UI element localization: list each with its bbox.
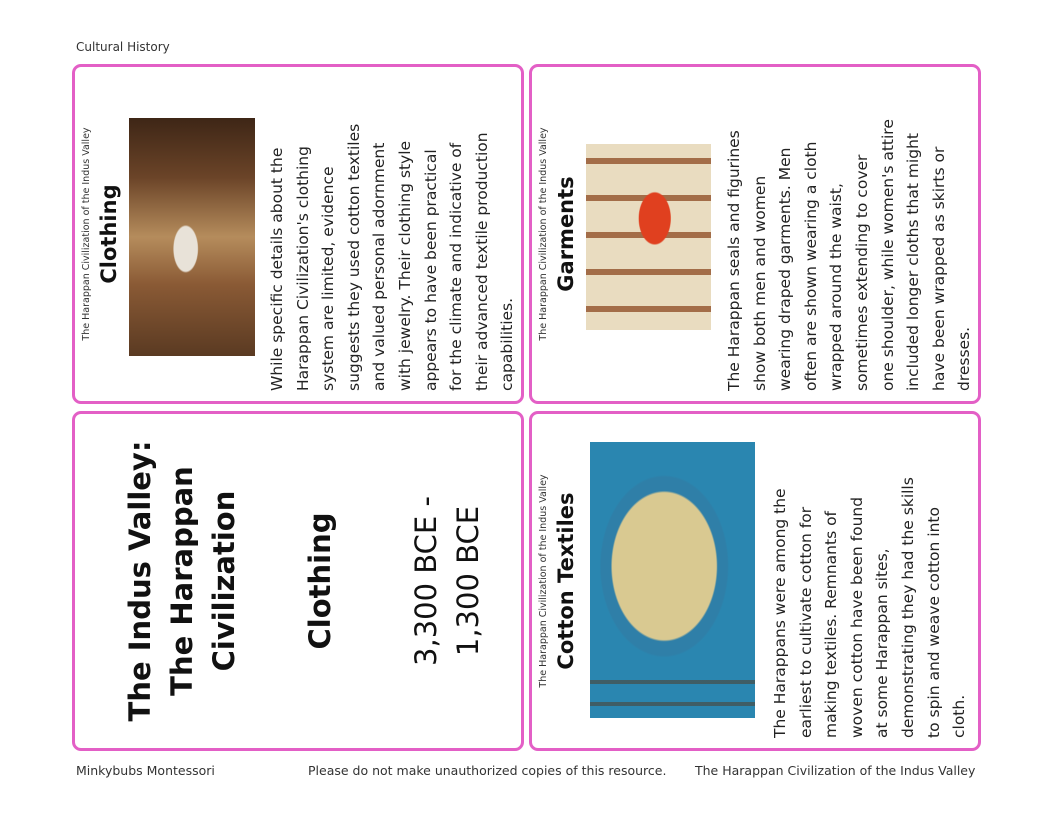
body-line: cloth. [950, 694, 969, 738]
subtitle: Clothing [303, 512, 337, 650]
body-line: dresses. [955, 326, 974, 391]
card-body [722, 119, 978, 391]
body-line: have been wrapped as skirts or [929, 146, 948, 391]
card-body [768, 477, 973, 738]
date-line: 3,300 BCE - [409, 496, 443, 666]
body-line: at some Harappan sites, [873, 548, 892, 738]
footer-copyright: Please do not make unauthorized copies of this resource. [308, 763, 667, 778]
body-line: While specific details about the [268, 147, 286, 391]
cotton-textile-image [590, 442, 755, 718]
body-line: to spin and weave cotton into [924, 507, 943, 738]
body-line: The Harappans were among the [771, 488, 789, 738]
body-line: show both men and women [750, 175, 769, 391]
card-label: The Harappan Civilization of the Indus Valley [538, 127, 549, 341]
body-line: their advanced textile production [472, 132, 491, 391]
body-line: Harappan Civilization's clothing [293, 146, 312, 391]
body-line: system are limited, evidence [319, 166, 338, 391]
title-line: Civilization [207, 490, 241, 672]
body-line: capabilities. [498, 297, 517, 391]
clothing-image [129, 118, 255, 356]
body-line: and valued personal adornment [370, 142, 389, 391]
body-line: appears to have been practical [421, 149, 440, 391]
body-line: wrapped around the waist, [827, 183, 846, 391]
card-label: The Harappan Civilization of the Indus Valley [538, 474, 549, 688]
body-line: for the climate and indicative of [447, 142, 466, 391]
body-line: earliest to cultivate cotton for [796, 506, 815, 738]
card-title: Cotton Textiles [554, 492, 578, 670]
body-line: The Harappan seals and figurines [725, 130, 743, 391]
card-title: Clothing [97, 184, 121, 284]
card-label: The Harappan Civilization of the Indus Valley [81, 127, 92, 341]
body-line: wearing draped garments. Men [776, 147, 795, 391]
footer-author: Minkybubs Montessori [76, 763, 215, 778]
title-line: The Harappan [165, 466, 199, 696]
body-line: making textiles. Remnants of [822, 510, 841, 738]
title-line: The Indus Valley: [123, 440, 157, 722]
card-clothing [72, 64, 524, 404]
card-garments [529, 64, 981, 404]
date-range [405, 414, 489, 748]
body-line: sometimes extending to cover [852, 154, 871, 391]
body-line: with jewelry. Their clothing style [395, 140, 414, 391]
body-line: included longer cloths that might [904, 133, 923, 391]
body-line: often are shown wearing a cloth [801, 141, 820, 391]
body-line: one shoulder, while women's attire [878, 119, 897, 391]
footer-series: The Harappan Civilization of the Indus Valley [695, 763, 976, 778]
garments-image [586, 144, 711, 330]
title-card [72, 411, 524, 751]
main-title [119, 414, 245, 748]
card-title: Garments [554, 176, 578, 292]
body-line: demonstrating they had the skills [898, 477, 917, 738]
body-line: woven cotton have been found [847, 496, 866, 738]
section-header: Cultural History [76, 40, 170, 54]
card-cotton-textiles [529, 411, 981, 751]
body-line: suggests they used cotton textiles [344, 123, 363, 391]
card-body [265, 124, 521, 391]
date-line: 1,300 BCE [451, 505, 485, 657]
